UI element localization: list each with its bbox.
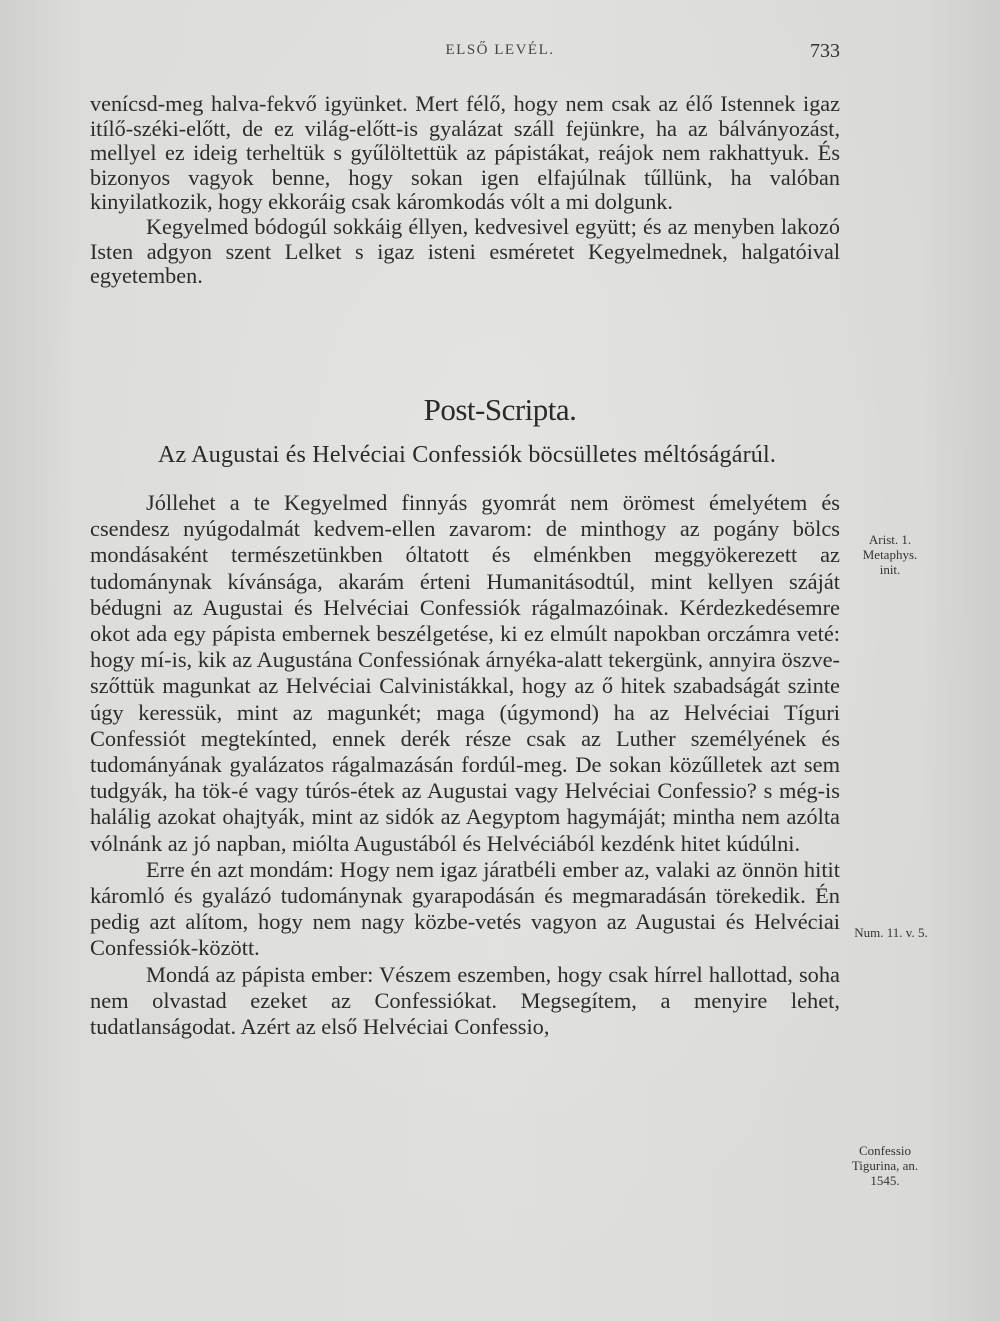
margin-note-line: Confessio (859, 1143, 911, 1158)
section-subtitle: Az Augustai és Helvéciai Confessiók böcsülletes méltóságárúl. (157, 442, 777, 468)
margin-note-line: Arist. 1. (868, 532, 912, 547)
margin-note-line: 1545. (870, 1173, 900, 1188)
body-paragraph: Erre én azt mondám: Hogy nem igaz járatbéli ember az, valaki az önnön hitit káromló és gyalázó tudománynak gyarapodásán és megmaradásán törekedik. Én pedig azt alítom, hogy nem nagy közbe-vetés vagyon az Augustai és Helvéciai Confessiók-között. (90, 856, 840, 961)
body-paragraph: Mondá az pápista ember: Vészem eszemben, hogy csak hírrel hallottad, soha nem olvastad ezeket az Confessiókat. Megsegítem, a menyire lehet, tudatlanságodat. Azért az első Helvéciai Confessio, (90, 961, 840, 1040)
page-number: 733 (810, 40, 840, 62)
margin-note-confessio (832, 1143, 938, 1188)
margin-note-numbers: Num. 11. v. 5. (854, 925, 928, 940)
running-title: ELSŐ LEVÉL. (445, 42, 555, 58)
margin-note-line: Tigurina, an. (851, 1158, 919, 1173)
body-paragraph: Kegyelmed bódogúl sokkáig éllyen, kedvesivel együtt; és az menyben lakozó Isten adgyon szent Lelket s igaz isteni esméretet Kegyelmednek, halgatóival egyetemben. (90, 213, 840, 289)
letter-closing-text (90, 92, 840, 289)
margin-note-line: Metaphys. (862, 547, 918, 562)
section-heading: Post-Scripta. (423, 392, 577, 427)
margin-note-line: init. (879, 562, 901, 577)
body-paragraph: venícsd-meg halva-fekvő igyünket. Mert félő, hogy nem csak az élő Istennek igaz itílő-széki-előtt, de ez világ-előtt-is gyalázat száll fejünkre, ha az bálványozást, mellyel ez ideig terheltük s gyűlöltettük az pápistákat, reájok nem rakhattyuk. És bizonyos vagyok benne, hogy sokan igen elfajúlnak tűllünk, ha valóban kinyilatkozik, hogy ekkoráig csak káromkodás vólt a mi dolgunk. (90, 91, 840, 215)
postscript-text (90, 490, 840, 1040)
body-paragraph: Jóllehet a te Kegyelmed finnyás gyomrát nem örömest émelyétem és csendesz nyúgodalmát kedvem-ellen zavarom: de minthogy az pogány bölcs mondásaként természetünkben óltatott és elménkben meggyökerezett az tudománynak kívánsága, akarám érteni Humanitásodtúl, mint kellyen száját bédugni az Augustai és Helvéciai Confessiók rágalmazóinak. Kérdezkedésemre okot ada egy pápista embernek beszélgetése, ki ez elmúlt napokban orczámra veté: hogy mí-is, kik az Augustána Confessiónak árnyéka-alatt tekergünk, annyira öszve-szőttük magunkat az Helvéciai Calvinistákkal, hogy az ő hitek szabadságát szinte úgy keressük, mint az magunkét; maga (úgymond) ha az Helvéciai Tíguri Confessiót megtekínted, ennek derék része csak az Luther személyének és tudományának gyalázatos rágalmazásán fordúl-meg. De sokan közűlletek azt sem tudgyák, ha tök-é vagy túrós-étek az Augustai vagy Helvéciai Confessio? s még-is halálig azokat ohajtyák, mint az sidók az Aegyptom hagymáját; mintha nem azólta vólnánk az jó napban, miólta Augustából és Helvéciából kezdénk hitet kúdúlni. (90, 490, 840, 856)
margin-note-aristotle (846, 532, 934, 577)
